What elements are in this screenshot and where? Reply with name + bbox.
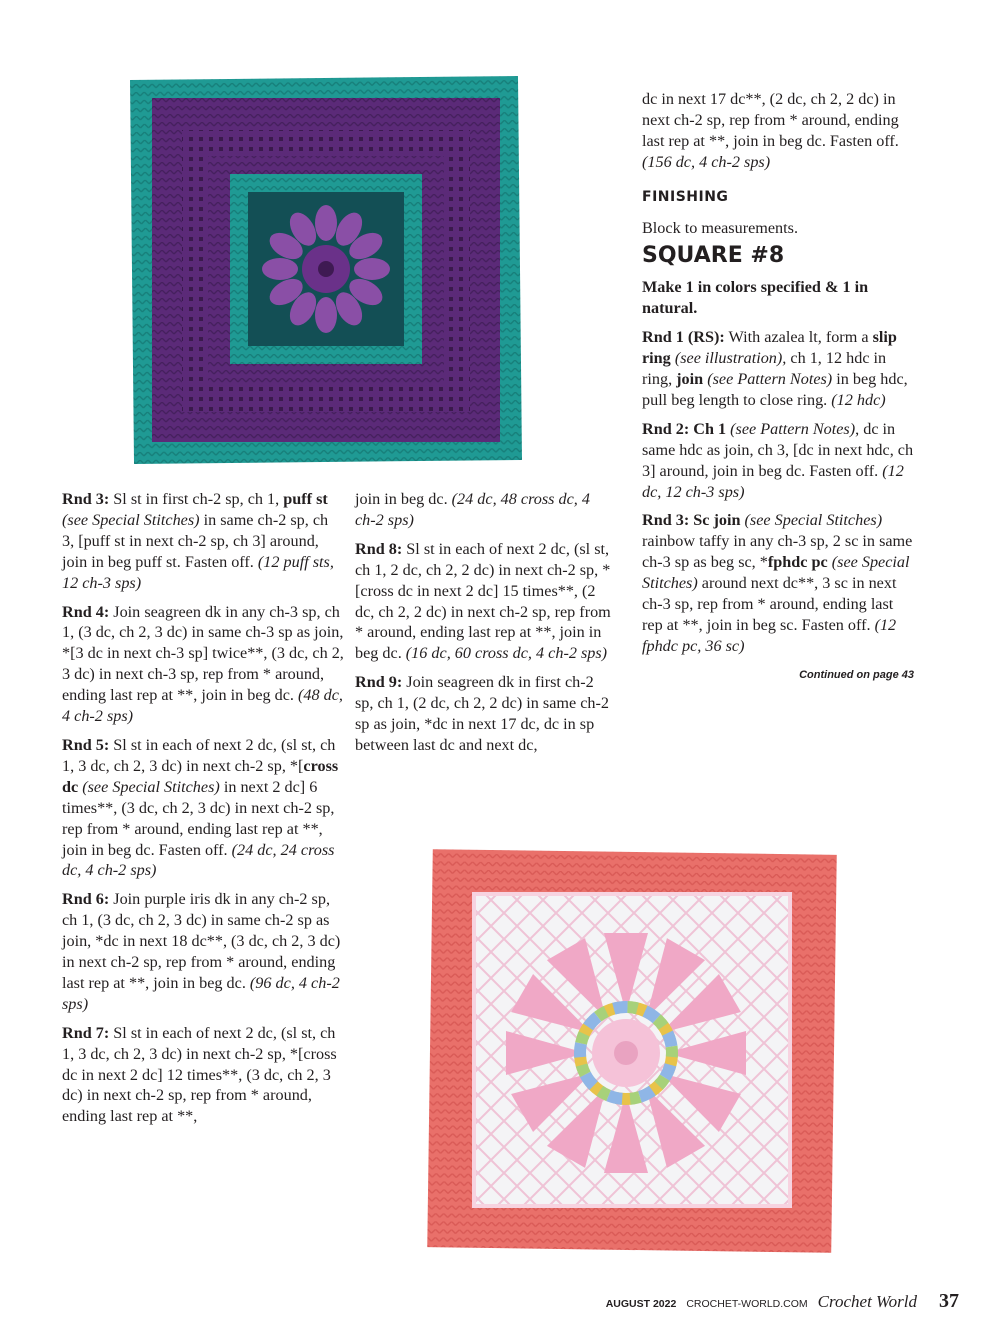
column-left	[62, 489, 344, 1135]
issue-date: AUGUST 2022	[605, 1298, 677, 1310]
rnd-5-instructions: Rnd 5: Sl st in each of next 2 dc, (sl st, ch 1, 3 dc, ch 2, 3 dc) in next ch-2 sp, *[cross dc (see Special Stitches) in next 2 dc] 6 times**, (3 dc, ch 2, 3 dc) in next ch-2 sp, rep from * around, ending last rep at **, join in beg dc. Fasten off. (24 dc, 24 cross dc, 4 ch-2 sps)	[62, 735, 339, 880]
column-right	[642, 89, 914, 686]
rnd-8-instructions: Rnd 8: Sl st in each of next 2 dc, (sl st, ch 1, 2 dc, ch 2, 2 dc) in next ch-2 sp, *[cross dc in next 2 dc] 15 times**, (2 dc, ch 2, 2 dc) in next ch-2 sp, rep from * around, ending last rep at **, join in beg dc. (16 dc, 60 cross dc, 4 ch-2 sps)	[355, 539, 611, 663]
continued-note: Continued on page 43	[799, 668, 914, 681]
square-8-photo-coral-pink	[426, 848, 838, 1254]
rnd-7-continued: join in beg dc. (24 dc, 48 cross dc, 4 ch-2 sps)	[355, 490, 590, 529]
rnd-4-instructions: Rnd 4: Join seagreen dk in any ch-3 sp, ch 1, (3 dc, ch 2, 3 dc) in same ch-3 sp as join, *[3 dc in next ch-3 sp] twice**, (3 dc, ch 2, 3 dc) in next ch-3 sp, rep from * around, ending last rep at **, join in beg dc. (48 dc, 4 ch-2 sps)	[62, 602, 344, 726]
rnd-7-instructions: Rnd 7: Sl st in each of next 2 dc, (sl st, ch 1, 3 dc, ch 2, 3 dc) in next ch-2 sp, *[cross dc in next 2 dc] 12 times**, (3 dc, ch 2, 3 dc) in next ch-2 sp, rep from * around, ending last rep at **,	[62, 1023, 337, 1126]
rnd-9-continued: dc in next 17 dc**, (2 dc, ch 2, 2 dc) in next ch-2 sp, rep from * around, ending last rep at **, join in beg dc. Fasten off. (156 dc, 4 ch-2 sps)	[642, 90, 899, 171]
finishing-heading: FINISHING	[642, 188, 729, 205]
rnd-9-instructions: Rnd 9: Join seagreen dk in first ch-2 sp, ch 1, (2 dc, ch 2, 2 dc) in same ch-2 sp as join, *dc in next 17 dc, dc in sp between last dc and next dc,	[355, 673, 609, 754]
page-number: 37	[939, 1290, 959, 1312]
website: CROCHET-WORLD.COM	[686, 1298, 808, 1310]
make-instructions: Make 1 in colors specified & 1 in natural.	[642, 278, 869, 318]
rnd-6-instructions: Rnd 6: Join purple iris dk in any ch-2 sp, ch 1, (3 dc, ch 2, 3 dc) in same ch-2 sp as join, *dc in next 18 dc**, (3 dc, ch 2, 3 dc) in next ch-2 sp, rep from * around, ending last rep at **, join in beg dc. (96 dc, 4 ch-2 sps)	[62, 890, 341, 1013]
finishing-text: Block to measurements.	[642, 218, 798, 237]
magazine-name: Crochet World	[817, 1292, 917, 1311]
sq8-rnd-1-instructions: Rnd 1 (RS): With azalea lt, form a slip ring (see illustration), ch 1, 12 hdc in ring, join (see Pattern Notes) in beg hdc, pull beg length to close ring. (12 hdc)	[642, 328, 908, 409]
page-footer	[606, 1290, 959, 1314]
granny-square-photo-teal-purple	[125, 74, 527, 468]
column-middle	[355, 489, 611, 764]
square-8-heading: SQUARE #8	[642, 243, 785, 269]
sq8-rnd-3-instructions: Rnd 3: Sc join (see Special Stitches) rainbow taffy in any ch-3 sp, 2 sc in same ch-3 sp as beg sc, *fphdc pc (see Special Stitches) around next dc**, 3 sc in next ch-3 sp, rep from * around, ending last rep at **, join in beg sc. Fasten off. (12 fphdc pc, 36 sc)	[642, 511, 913, 655]
rnd-3-instructions: Rnd 3: Sl st in first ch-2 sp, ch 1, puff st (see Special Stitches) in same ch-2 sp, ch 3, [puff st in next ch-2 sp, ch 3] around, join in beg puff st. Fasten off. (12 puff sts, 12 ch-3 sps)	[62, 490, 334, 592]
sq8-rnd-2-instructions: Rnd 2: Ch 1 (see Pattern Notes), dc in same hdc as join, ch 3, [dc in next hdc, ch 3] around, join in beg dc. Fasten off. (12 dc, 12 ch-3 sps)	[642, 419, 914, 501]
